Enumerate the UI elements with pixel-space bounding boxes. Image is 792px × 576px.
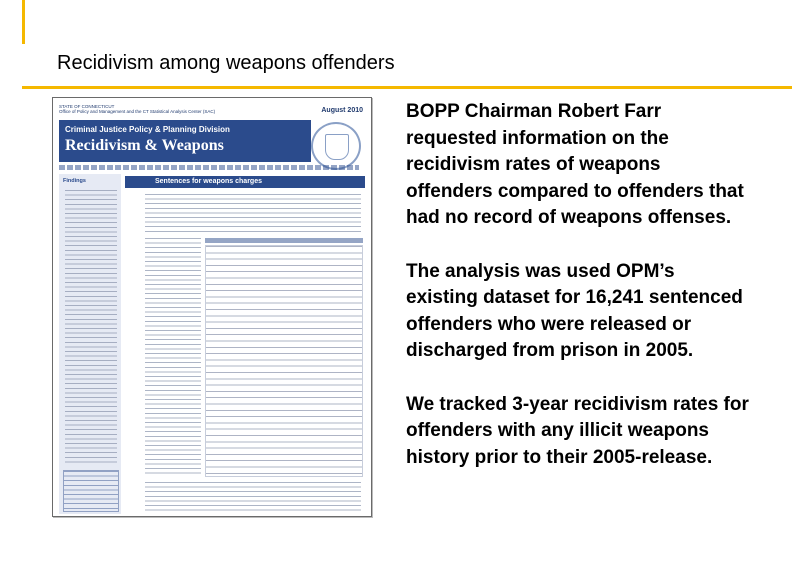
report-byline xyxy=(59,165,359,170)
slide-title: Recidivism among weapons offenders xyxy=(57,52,395,74)
report-division: Criminal Justice Policy & Planning Division xyxy=(65,125,230,134)
bullet-dataset: The analysis was used OPM’s existing dataset for 16,241 sentenced offenders who were released or discharged from prison in 2005. xyxy=(406,260,743,361)
findings-text xyxy=(65,190,117,466)
weapons-charges-table xyxy=(205,245,363,477)
section-footer-text xyxy=(145,482,361,512)
accent-rule-vertical xyxy=(22,0,25,44)
bullet-list xyxy=(406,99,751,498)
accent-rule-horizontal xyxy=(22,86,792,89)
section-intro-text xyxy=(145,194,361,232)
report-header-line-2: Office of Policy and Management and the CT Statistical Analysis Center (SAC) xyxy=(59,109,216,114)
report-title: Recidivism & Weapons xyxy=(65,137,224,154)
bullet-request: BOPP Chairman Robert Farr requested information on the recidivism rates of weapons offenders compared to offenders that had no record of weapons offenses. xyxy=(406,101,744,228)
report-thumbnail xyxy=(52,97,372,517)
bullet-tracking: We tracked 3-year recidivism rates for offenders with any illicit weapons history prior to their 2005-release. xyxy=(406,393,749,468)
table-caption xyxy=(205,238,363,243)
findings-heading: Findings xyxy=(63,178,86,184)
section-heading-bar: Sentences for weapons charges xyxy=(125,176,365,188)
section-body-text xyxy=(145,238,201,476)
findings-sidebar xyxy=(59,174,121,514)
findings-note-box xyxy=(63,470,119,512)
state-seal-icon xyxy=(311,122,361,170)
report-header xyxy=(59,104,215,114)
report-header-line-1: STATE OF CONNECTICUT xyxy=(59,104,115,109)
report-title-band xyxy=(59,120,311,162)
report-date: August 2010 xyxy=(321,107,363,114)
